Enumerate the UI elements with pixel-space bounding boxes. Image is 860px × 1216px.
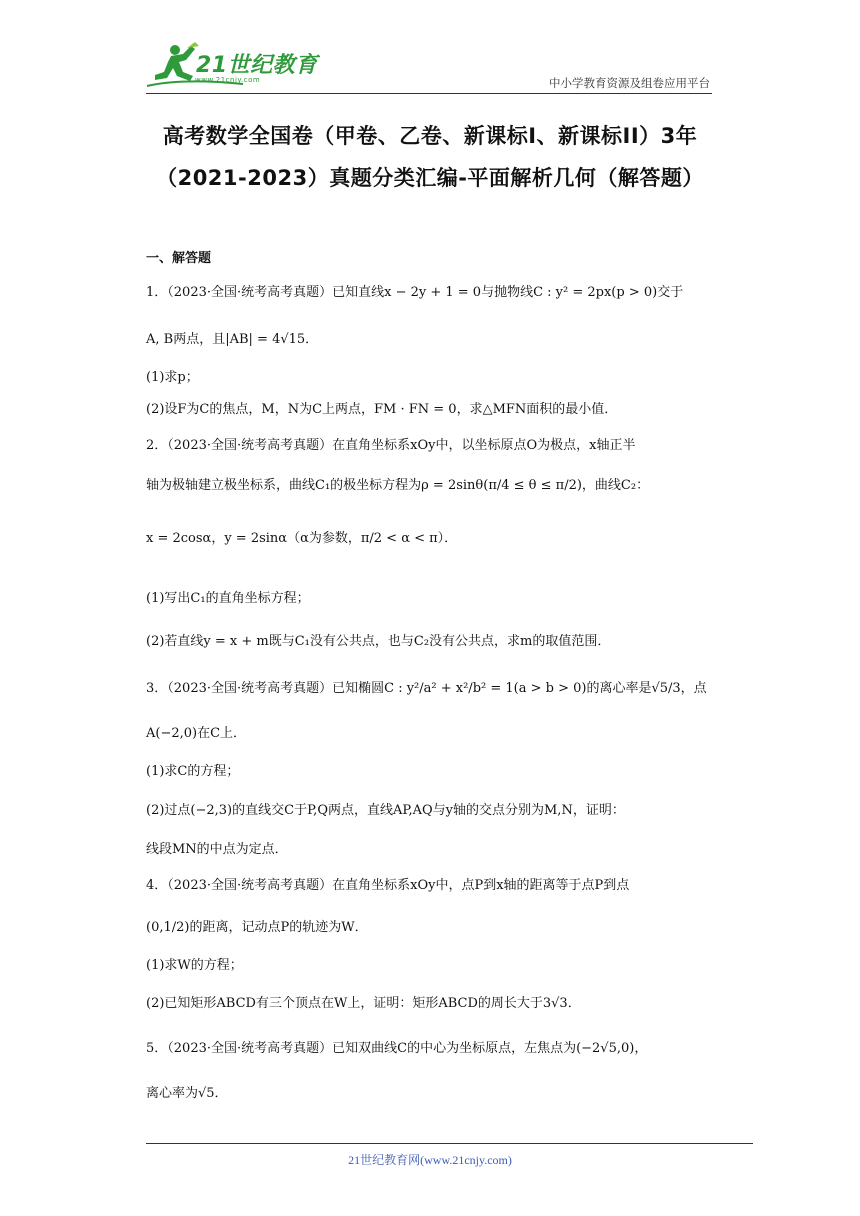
question-1-line-2: A, B两点，且|AB| = 4√15． — [146, 332, 319, 347]
question-3-part-2: (2)过点(−2,3)的直线交C于P,Q两点，直线AP,AQ与y轴的交点分别为M,N，证明： — [146, 803, 625, 818]
question-1-line-1: 1．（2023·全国·统考高考真题）已知直线x − 2y + 1 = 0与抛物线C : y² = 2px(p > 0)交于 — [146, 285, 684, 300]
question-3-line-5: 线段MN的中点为定点． — [146, 842, 288, 857]
footer-divider — [146, 1143, 753, 1144]
question-2-line-2: 轴为极轴建立极坐标系，曲线C₁的极坐标方程为ρ = 2sinθ(π/4 ≤ θ ≤ π/2)，曲线C₂： — [146, 478, 650, 493]
question-5-line-2: 离心率为√5． — [146, 1086, 228, 1101]
question-4-part-1: (1)求W的方程； — [146, 958, 243, 973]
question-5-line-1: 5．（2023·全国·统考高考真题）已知双曲线C的中心为坐标原点，左焦点为(−2√5,0)， — [146, 1041, 648, 1056]
question-3-line-1: 3．（2023·全国·统考高考真题）已知椭圆C : y²/a² + x²/b² = 1(a > b > 0)的离心率是√5/3，点 — [146, 681, 707, 696]
question-3-part-1: (1)求C的方程； — [146, 764, 240, 779]
header-platform-text: 中小学教育资源及组卷应用平台 — [549, 76, 710, 90]
question-4-part-2: (2)已知矩形ABCD有三个顶点在W上，证明：矩形ABCD的周长大于3√3． — [146, 996, 581, 1011]
page-title-line-2: （2021-2023）真题分类汇编-平面解析几何（解答题） — [156, 166, 704, 190]
question-2-line-1: 2．（2023·全国·统考高考真题）在直角坐标系xOy中，以坐标原点O为极点，x轴正半 — [146, 438, 636, 453]
footer-link[interactable]: 21世纪教育网(www.21cnjy.com) — [348, 1153, 512, 1167]
question-1-part-2: (2)设F为C的焦点，M，N为C上两点，FM · FN = 0，求△MFN面积的最小值． — [146, 402, 618, 417]
logo-url: www.21cnjy.com — [195, 76, 261, 84]
header-divider — [146, 93, 712, 94]
question-2-line-3: x = 2cosα，y = 2sinα（α为参数，π/2 < α < π）． — [146, 531, 458, 546]
question-1-part-1: (1)求p； — [146, 370, 199, 385]
page-title-line-1: 高考数学全国卷（甲卷、乙卷、新课标I、新课标II）3年 — [162, 124, 698, 148]
question-2-part-2: (2)若直线y = x + m既与C₁没有公共点，也与C₂没有公共点，求m的取值范围． — [146, 634, 611, 649]
question-4-line-1: 4．（2023·全国·统考高考真题）在直角坐标系xOy中，点P到x轴的距离等于点P到点 — [146, 878, 630, 893]
question-2-part-1: (1)写出C₁的直角坐标方程； — [146, 591, 310, 606]
logo-text: 21世纪教育 — [196, 53, 318, 78]
question-4-line-2: (0,1/2)的距离，记动点P的轨迹为W． — [146, 920, 368, 935]
question-3-line-2: A(−2,0)在C上． — [146, 726, 247, 741]
section-heading: 一、解答题 — [146, 251, 212, 266]
